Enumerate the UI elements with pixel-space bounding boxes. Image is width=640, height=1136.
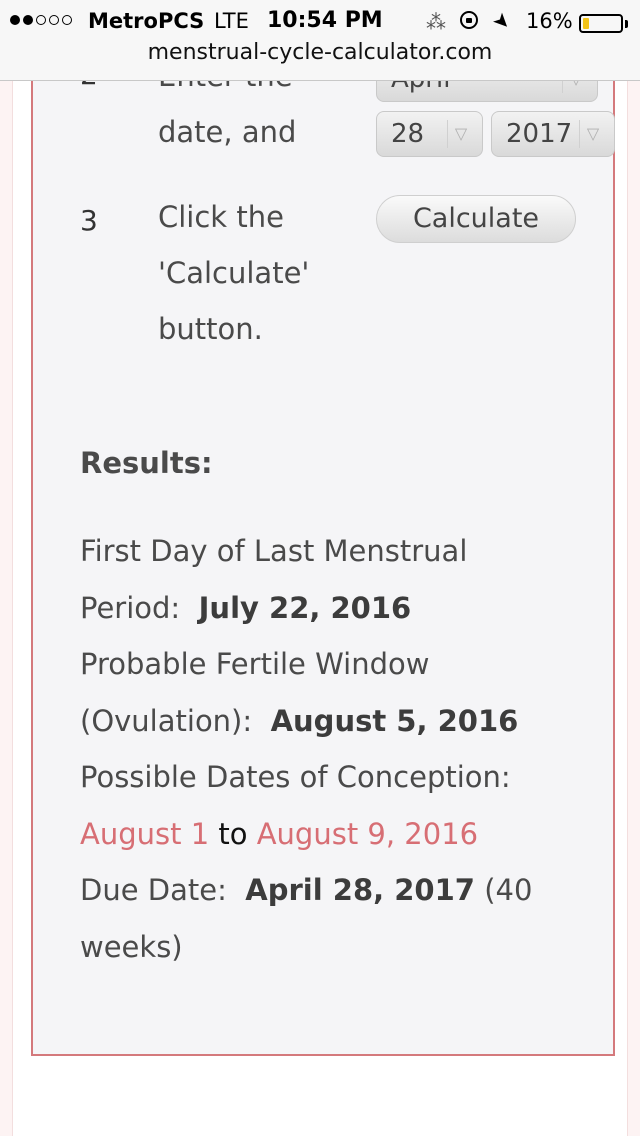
clock: 10:54 PM bbox=[267, 8, 383, 33]
signal-strength-icon bbox=[10, 15, 72, 25]
fertile-value: August 5, 2016 bbox=[270, 703, 519, 738]
chevron-down-icon: ▽ bbox=[447, 120, 474, 148]
address-bar-url[interactable]: menstrual-cycle-calculator.com bbox=[147, 40, 493, 65]
carrier-name: MetroPCS bbox=[88, 9, 205, 33]
year-select-value: 2017 bbox=[506, 119, 573, 149]
conception-label: Possible Dates of Conception: bbox=[80, 760, 511, 794]
rotation-lock-icon bbox=[460, 11, 478, 29]
day-select[interactable] bbox=[376, 111, 483, 157]
step-3-number: 3 bbox=[80, 204, 98, 237]
step-3-line-1: Click the bbox=[158, 200, 284, 234]
conception-start: August 1 bbox=[80, 816, 210, 851]
right-gutter bbox=[627, 0, 640, 1136]
conception-to: to bbox=[218, 816, 248, 851]
fertile-label: Probable Fertile Window (Ovulation): bbox=[80, 647, 430, 738]
conception-end: August 9, 2016 bbox=[256, 816, 479, 851]
calculate-button[interactable]: Calculate bbox=[376, 195, 576, 243]
lmp-value: July 22, 2016 bbox=[198, 590, 412, 625]
step-3-line-3: button. bbox=[158, 312, 263, 346]
battery-tip bbox=[625, 20, 628, 28]
left-gutter bbox=[0, 0, 13, 1136]
step-2-line-2: date, and bbox=[158, 115, 297, 149]
chevron-down-icon: ▽ bbox=[579, 120, 606, 148]
network-type: LTE bbox=[214, 9, 249, 33]
loading-spinner-icon: ⁂ bbox=[426, 10, 446, 34]
status-bar bbox=[0, 6, 640, 36]
year-select[interactable] bbox=[491, 111, 615, 157]
battery-icon bbox=[579, 14, 623, 33]
due-suffix: (40 weeks) bbox=[80, 873, 533, 964]
battery-level bbox=[583, 18, 589, 29]
results-body bbox=[80, 523, 580, 975]
lmp-label: First Day of Last Menstrual Period: bbox=[80, 534, 468, 625]
due-value: April 28, 2017 bbox=[245, 873, 475, 907]
day-select-value: 28 bbox=[391, 119, 425, 149]
browser-top-bar bbox=[0, 0, 640, 81]
step-3-text bbox=[158, 189, 309, 357]
location-arrow-icon: ➤ bbox=[487, 6, 517, 36]
due-label: Due Date: bbox=[80, 873, 227, 907]
battery-percent: 16% bbox=[526, 9, 573, 33]
step-3-line-2: 'Calculate' bbox=[158, 256, 310, 290]
results-heading: Results: bbox=[80, 446, 213, 480]
